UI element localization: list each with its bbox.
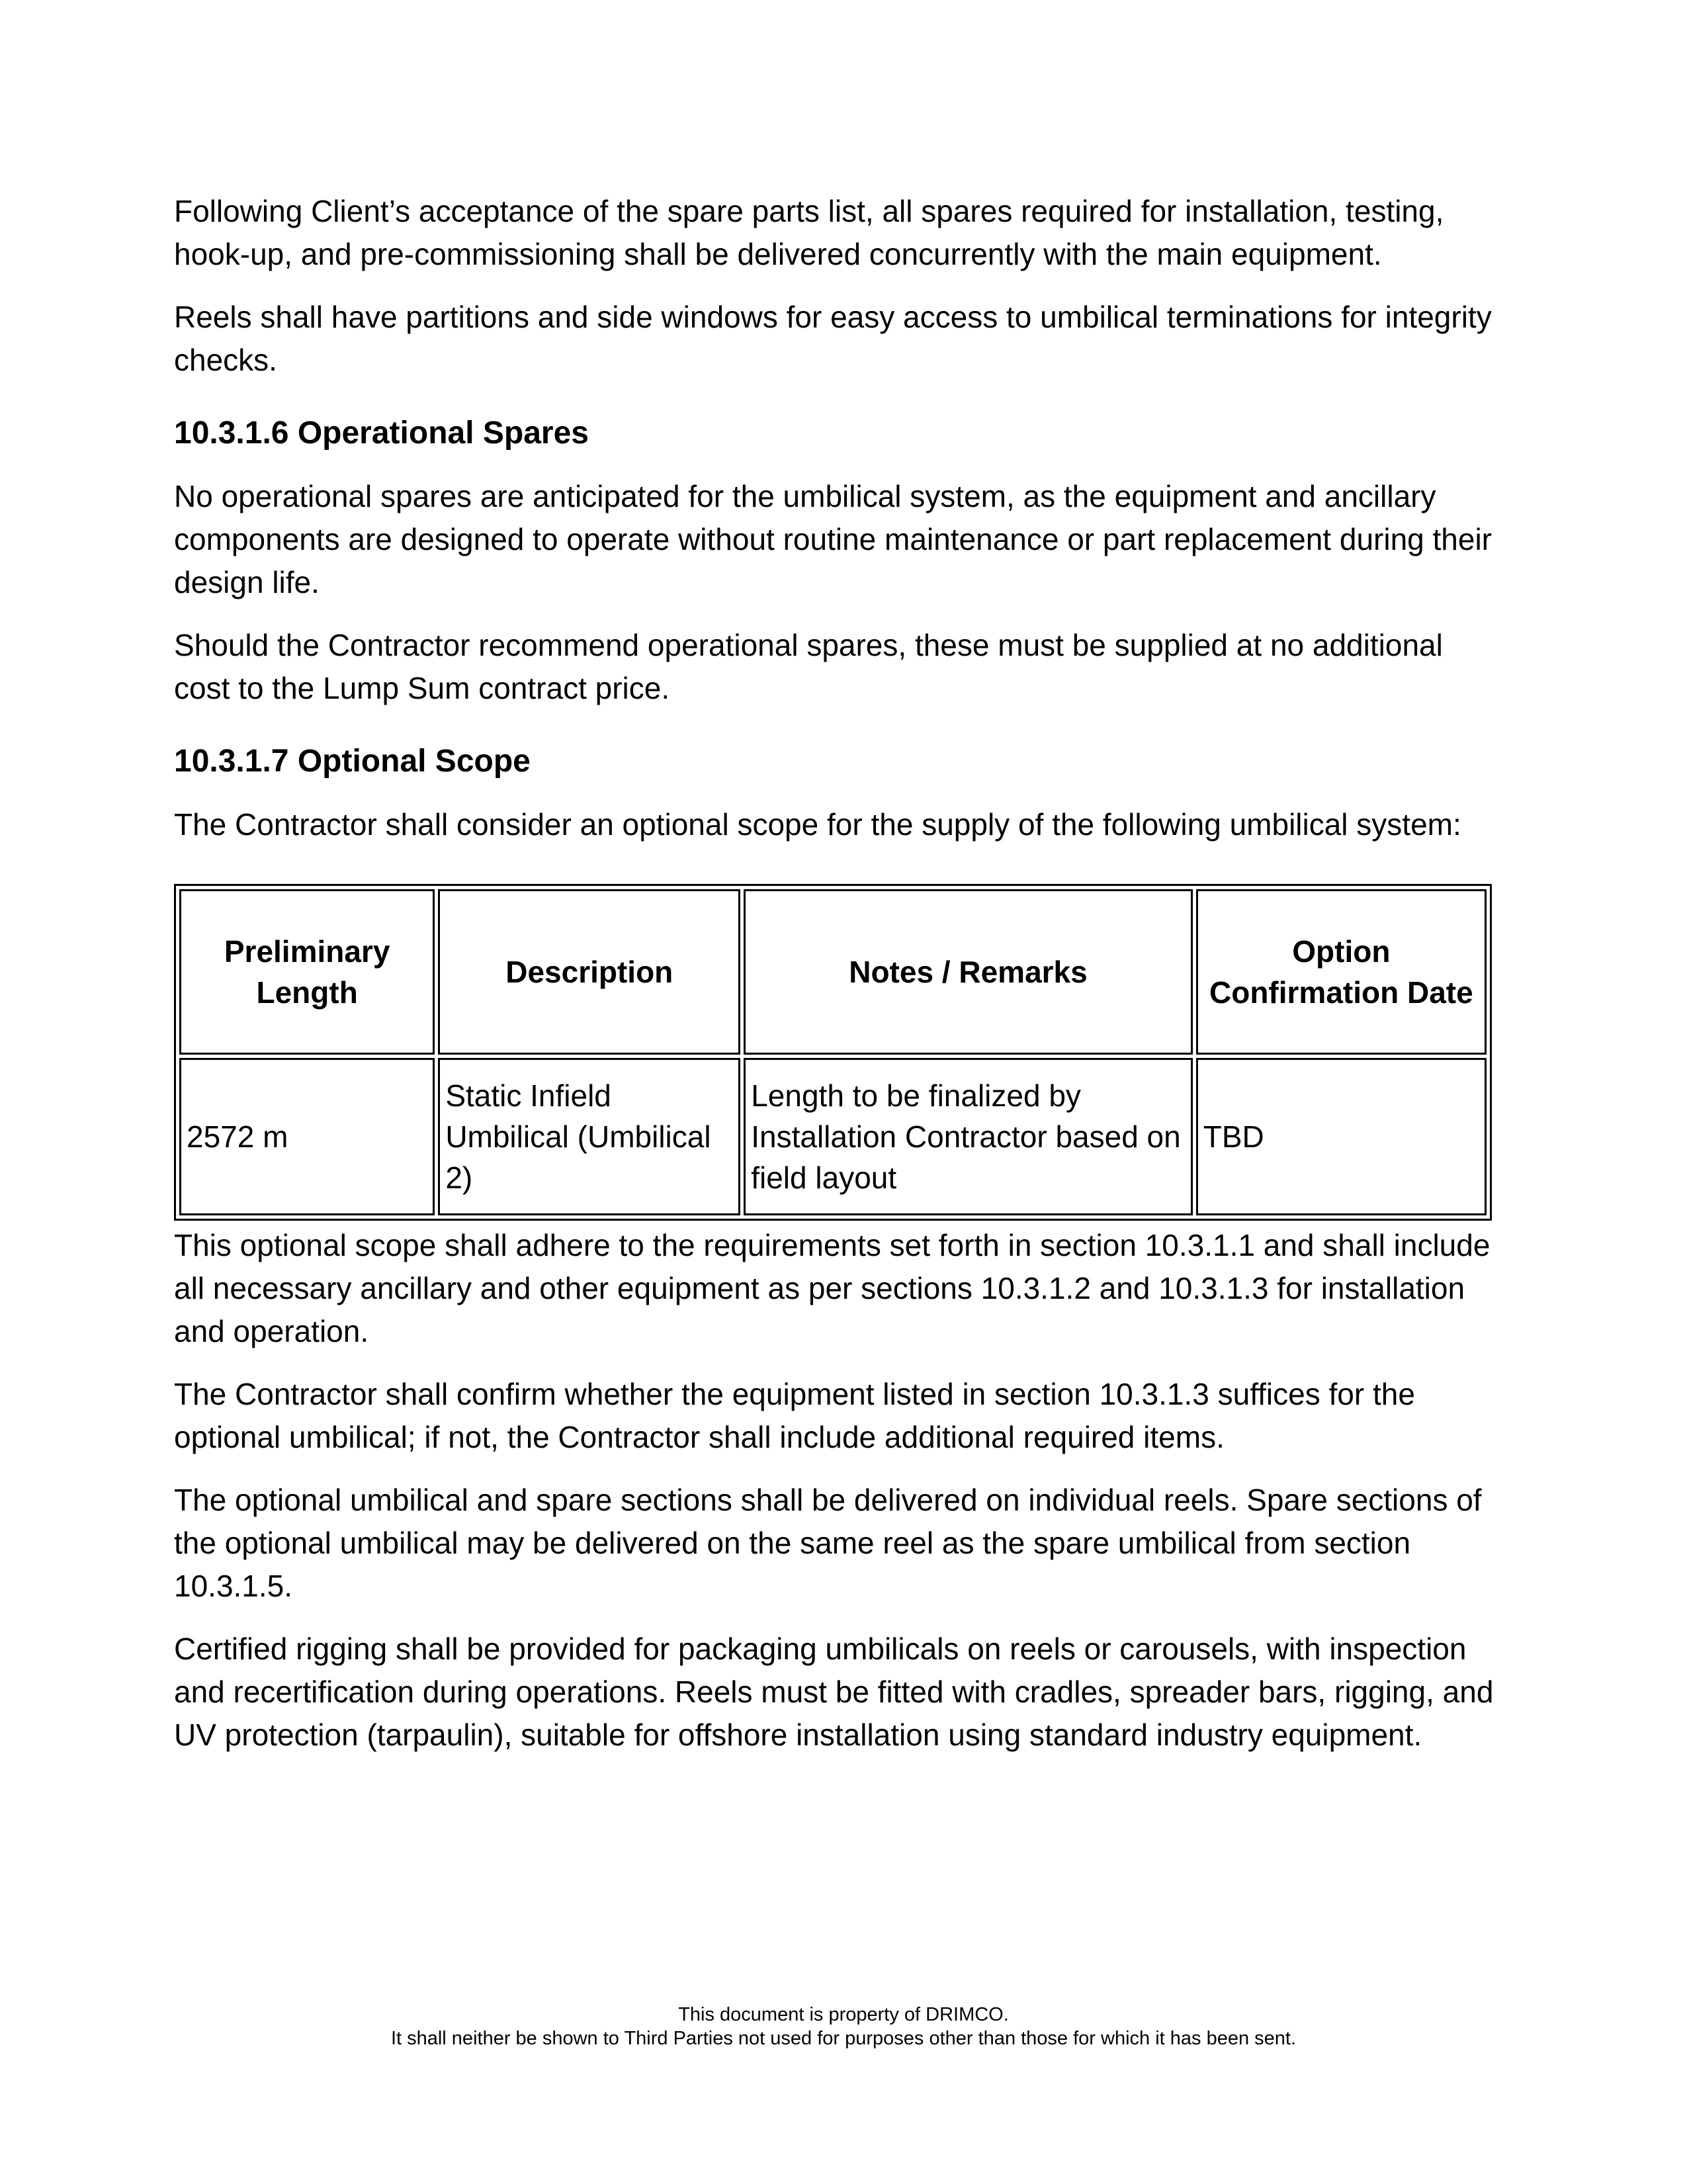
paragraph-spares-delivery: Following Client’s acceptance of the spare parts list, all spares required for installation, testing, hook-up, and pre-commissioning shall be delivered concurrently with the main equipment.	[174, 194, 1444, 271]
paragraph-certified-rigging: Certified rigging shall be provided for packaging umbilicals on reels or carousels, with inspection and recertification during operations. Reels must be fitted with cradles, spreader bars, rigging, and UV protection (tarpaulin), suitable for offshore installation using standard industry equipment.	[174, 1632, 1494, 1752]
paragraph-reel-partitions: Reels shall have partitions and side windows for easy access to umbilical terminations for integrity checks.	[174, 300, 1492, 377]
table-cell-preliminary-length: 2572 m	[179, 1058, 435, 1215]
paragraph-optional-scope-intro: The Contractor shall consider an optional scope for the supply of the following umbilical system:	[174, 807, 1461, 842]
table-cell-notes-remarks: Length to be finalized by Installation Contractor based on field layout	[744, 1058, 1193, 1215]
document-body	[174, 190, 1497, 1757]
paragraph-optional-scope-requirements: This optional scope shall adhere to the requirements set forth in section 10.3.1.1 and shall include all necessary ancillary and other equipment as per sections 10.3.1.2 and 10.3.1.3 for installation and operation.	[174, 1228, 1491, 1348]
paragraph-no-operational-spares: No operational spares are anticipated for the umbilical system, as the equipment and ancillary components are designed to operate without routine maintenance or part replacement during their design life.	[174, 479, 1492, 599]
page-footer	[0, 2003, 1687, 2050]
table-row	[179, 1058, 1487, 1215]
section-heading-optional-scope: 10.3.1.7 Optional Scope	[174, 744, 531, 779]
table-header-notes-remarks: Notes / Remarks	[744, 889, 1193, 1055]
footer-disclaimer-line: It shall neither be shown to Third Parties not used for purposes other than those for which it has been sent.	[390, 2028, 1297, 2049]
table-header-preliminary-length: Preliminary Length	[179, 889, 435, 1055]
paragraph-equipment-confirmation: The Contractor shall confirm whether the equipment listed in section 10.3.1.3 suffices for the optional umbilical; if not, the Contractor shall include additional required items.	[174, 1377, 1415, 1454]
footer-property-line: This document is property of DRIMCO.	[678, 2004, 1009, 2025]
table-cell-description: Static Infield Umbilical (Umbilical 2)	[438, 1058, 740, 1215]
table-cell-option-confirmation-date: TBD	[1196, 1058, 1487, 1215]
table-header-option-confirmation-date: Option Confirmation Date	[1196, 889, 1487, 1055]
paragraph-contractor-recommend: Should the Contractor recommend operational spares, these must be supplied at no additional cost to the Lump Sum contract price.	[174, 628, 1443, 705]
table-header-description: Description	[438, 889, 740, 1055]
optional-scope-table	[174, 884, 1492, 1221]
table-header-row	[179, 889, 1487, 1055]
section-heading-operational-spares: 10.3.1.6 Operational Spares	[174, 415, 589, 451]
paragraph-delivery-reels: The optional umbilical and spare sections shall be delivered on individual reels. Spare sections of the optional umbilical may be delivered on the same reel as the spare umbilical from section 10.3.1.5.	[174, 1483, 1482, 1603]
